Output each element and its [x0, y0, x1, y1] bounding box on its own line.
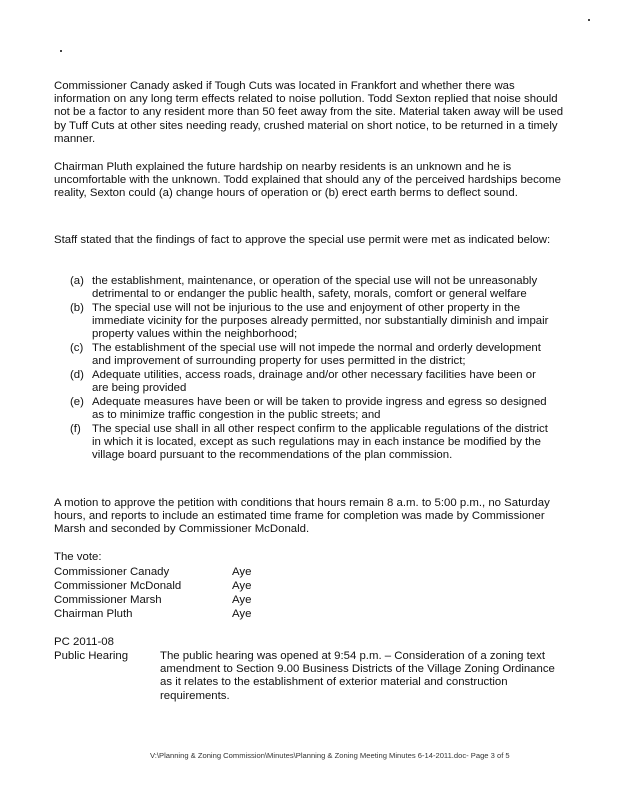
scan-speck — [60, 50, 62, 52]
scan-speck — [588, 19, 590, 21]
paragraph-motion: A motion to approve the petition with conditions that hours remain 8 a.m. to 5:00 p.m., no Saturday hours, and reports to include an estimated time frame for completion was made by Commissioner Marsh and seconded by Commissioner McDonald. — [54, 497, 550, 536]
list-item: (c) The establishment of the special use will not impede the normal and orderly development and improvement of surrounding property for uses permitted in the district; — [70, 342, 541, 367]
case-number: PC 2011-08 — [54, 636, 114, 648]
page-footer: V:\Planning & Zoning Commission\Minutes\Planning & Zoning Meeting Minutes 6-14-2011.doc- Page 3 of 5 — [150, 751, 510, 760]
table-row: Commissioner Marsh Aye — [54, 594, 252, 606]
public-hearing-text: The public hearing was opened at 9:54 p.m. – Consideration of a zoning text amendment to Section 9.00 Business Districts of the Village Zoning Ordinance as it relates to the establishment of exterior material and construction requirements. — [160, 650, 555, 702]
paragraph-findings-intro: Staff stated that the findings of fact to approve the special use permit were met as indicated below: — [54, 234, 551, 246]
list-item: (a) the establishment, maintenance, or operation of the special use will not be unreasonably detrimental to or endanger the public health, safety, morals, comfort or general welfare — [70, 275, 538, 300]
vote-heading: The vote: — [54, 551, 102, 563]
vote-table — [54, 565, 251, 621]
findings-of-fact-list — [54, 275, 550, 463]
paragraph-noise-discussion: Commissioner Canady asked if Tough Cuts was located in Frankfort and whether there was information on any long term effects related to noise pollution. Todd Sexton replied that noise should not be a factor to any resident more than 50 feet away from the site. Material taken away will be used by Tuff Cuts at other sites needing ready, crushed material on short notice, to be returned in a timely manner. — [54, 80, 564, 145]
table-row: Commissioner Canady Aye — [54, 566, 252, 578]
table-row: Commissioner McDonald Aye — [54, 580, 252, 592]
list-item: (b) The special use will not be injurious to the use and enjoyment of other property in the immediate vicinity for the purposes already permitted, nor substantially diminish and impair property values within the neighborhood; — [70, 302, 549, 340]
table-row: Chairman Pluth Aye — [54, 608, 252, 620]
paragraph-hardship-discussion: Chairman Pluth explained the future hardship on nearby residents is an unknown and he is uncomfortable with the unknown. Todd explained that should any of the perceived hardships become reality, Sexton could (a) change hours of operation or (b) erect earth berms to deflect sound. — [54, 161, 561, 200]
list-item: (d) Adequate utilities, access roads, drainage and/or other necessary facilities have been or are being provided — [70, 369, 536, 394]
list-item: (e) Adequate measures have been or will be taken to provide ingress and egress so designed as to minimize traffic congestion in the public streets; and — [70, 396, 547, 421]
list-item: (f) The special use shall in all other respect confirm to the applicable regulations of the district in which it is located, except as such regulations may in each instance be modified by the village board pursuant to the recommendations of the plan commission. — [70, 423, 548, 461]
public-hearing-label: Public Hearing — [54, 650, 129, 662]
